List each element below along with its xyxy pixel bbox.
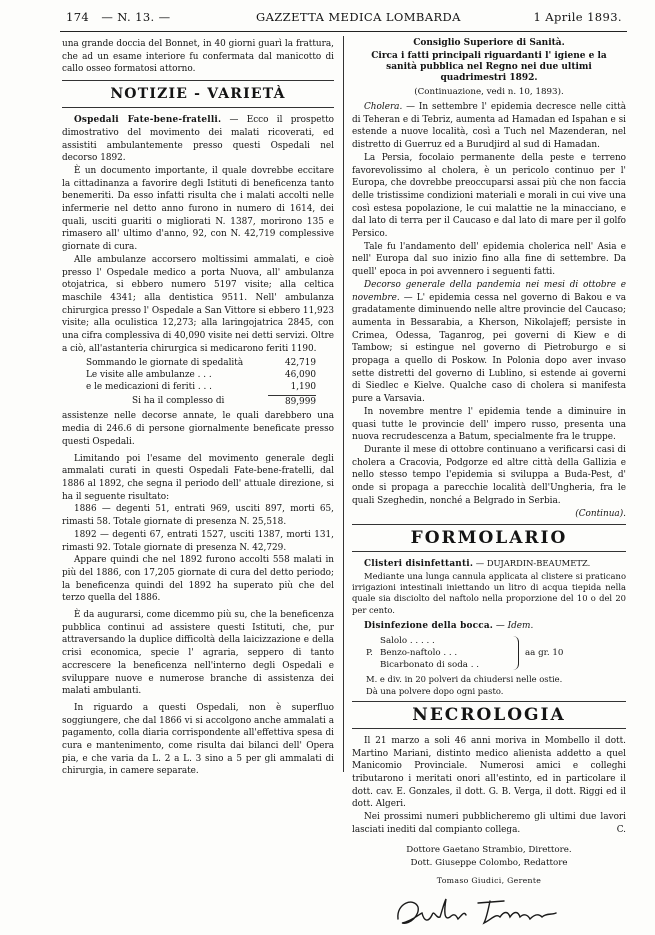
recipe-item: Benzo-naftolo . . .: [380, 648, 458, 659]
article-lead-text: — Ecco il prospetto dimostrativo del movimento dei malati ricoverati, ed assistiti ambulantemente presso questi Ospedali nel decorso 1892.: [62, 115, 334, 164]
director-line: Dottore Gaetano Strambio, Direttore.: [406, 845, 572, 856]
paragraph: Appare quindi che nel 1892 furono accolti 558 malati in più del 1886, con 17,205 giornate di cura del detto periodo; la beneficenza quindi del 1892 ha superato più che del terzo quella del 1886.: [62, 555, 334, 604]
recipe-brace: [510, 636, 519, 670]
author-initial: C.: [616, 824, 626, 835]
paragraph: In novembre mentre l' epidemia tende a diminuire in quasi tutte le provincie dell' impero russo, presenta una nuova recrudescenza a Batum, specialmente fra le truppe.: [352, 406, 626, 443]
paragraph: Mediante una lunga cannula applicata al clistere si praticano irrigazioni intestinali iniettando un litro di acqua tiepida nella quale sia disciolto del naftolo nella proporzione del 10 o del 20 per cento.: [352, 570, 626, 615]
council-subtitle: Circa i fatti principali riguardanti l' igiene e la sanità pubblica nel Regno nei due ultimi quadrimestri 1892.: [371, 51, 607, 83]
intro-paragraph: una grande doccia del Bonnet, in 40 giorni guarì la frattura, che ad un esame interiore fu confermata dal manicotto di callo osseo formatosi attorno.: [62, 39, 334, 75]
summary-table: [86, 357, 316, 408]
paragraph: In riguardo a questi Ospedali, non è superfluo soggiungere, che dal 1866 vi si accolgono anche ammalati a pagamento, colla diaria corrispondente all'effettiva spesa di cura e mantenimento, come risulta dai bilanci dell' Opera pia, e che varia da L. 2 a L. 3 sino a 5 per gli ammalati di chirurgia, in camere separate.: [62, 702, 334, 777]
table-value: 42,719: [284, 358, 316, 369]
recipe-block: [366, 635, 626, 671]
manager-line: Tomaso Giudici, Gerente: [436, 876, 542, 886]
formula-heading: Disinfezione della bocca.: [364, 620, 494, 631]
section-title-formolario: FORMOLARIO: [352, 524, 626, 552]
page-number-and-issue: [66, 10, 171, 24]
table-row: [86, 381, 316, 393]
signature-stroke-given: [398, 899, 466, 923]
paragraph: Dà una polvere dopo ogni pasto.: [366, 685, 504, 696]
recipe-item: Salolo . . . . .: [380, 636, 435, 647]
table-row: [86, 357, 316, 369]
table-label: Sommando le giornate di spedalità: [86, 358, 244, 369]
formula-author: — Idem.: [493, 620, 534, 631]
paragraph: La Persia, focolaio permanente della peste e terreno favorevolissimo al cholera, è un pericolo continuo per l' Europa, che dovrebbe preoccuparsi assai più che non faccia delle tristissime condizioni materiali e morali in cui vive una così estesa popolazione, le cui malattie ne la minacciano, e dal lato di terra per il Caucaso e dal lato di mare per il golfo Persico.: [352, 152, 626, 240]
formula-paragraph: [352, 558, 626, 571]
formula-author: — DUJARDIN-BEAUMETZ.: [473, 558, 591, 569]
cholera-heading: Cholera.: [364, 102, 403, 112]
recipe-prescription-mark: P.: [366, 648, 373, 659]
formula-paragraph: [352, 620, 626, 633]
issue-date: 1 Aprile 1893.: [533, 10, 622, 24]
paragraph: Alle ambulanze accorsero moltissimi ammalati, e cioè presso l' Ospedale medico a porta Nuova, all' ambulanza otojatrica, si ebbero numero 5197 visite; alla celtica maschile 4341; alla dentistica 9511. Nell' ambulanza chirurgica presso l' Ospedale a San Vittore si ebbero 11,923 visite; alla oculistica 12,273; alla laringojatrica 2845, con una cifra complessiva di 40,090 visite nei detti servizi. Oltre a ciò, all'astanteria chirurgica si medicarono feriti 1190.: [62, 254, 334, 354]
paragraph: 1892 — degenti 67, entrati 1527, usciti 1387, morti 131, rimasti 92. Totale giornate di presenza N. 42,729.: [62, 529, 334, 553]
column-divider: [343, 36, 344, 772]
pandemic-paragraph: [352, 279, 626, 406]
issue-number: — N. 13. —: [101, 10, 171, 24]
council-continuation-note: (Continuazione, vedi n. 10, 1893).: [414, 87, 564, 97]
paragraph: M. e div. in 20 polveri da chiudersi nelle ostie.: [366, 674, 563, 685]
table-label: e le medicazioni di feriti . . .: [86, 382, 212, 393]
right-column: [352, 38, 626, 935]
paragraph: È un documento importante, il quale dovrebbe eccitare la cittadinanza a favorire degli Istituti di beneficenza tanto benemeriti. Da esso infatti risulta che i malati accolti nelle infermerie nel detto anno furono in numero di 1614, dei quali, usciti guariti o migliorati N. 1387, morirono 135 e rimasero all' ultimo d'anno, 92, con N. 42,719 complessive giornate di cura.: [62, 165, 334, 253]
formula-heading: Clisteri disinfettanti.: [364, 559, 474, 570]
recipe-item-list: [380, 635, 510, 671]
masthead-footer: [352, 844, 626, 887]
section-title-notizie: NOTIZIE - VARIETÀ: [62, 80, 334, 108]
recipe-ingredients: [366, 635, 626, 671]
table-value: 46,090: [284, 370, 316, 381]
paragraph: È da augurarsi, come dicemmo più su, che la beneficenza pubblica continui ad assistere questi Istituti, che, pur attraversando la duplice difficoltà della laicizzazione e della crisi economica, specie l' agraria, seppero di tanto accrescere la beneficenza nell'interno degli Ospedali e sviluppare nuove e numerose branche di assistenza dei malati ambulanti.: [62, 610, 334, 697]
journal-title: GAZZETTA MEDICA LOMBARDA: [256, 10, 461, 24]
cholera-paragraph: [352, 101, 626, 152]
table-total-label: Si ha il complesso di: [132, 396, 225, 407]
closing-paragraph: [352, 811, 626, 836]
paragraph: Durante il mese di ottobre continuano a verificarsi casi di cholera a Cracovia, Podgorze ed altre città della Gallizia e nello stesso tempo l'epidemia si sviluppa a Buda-Pest, d' onde si propaga a parecchie località dell'Ungheria, fra le quali Szeghedin, nonché a Belgrado in Serbia.: [352, 444, 626, 506]
recipe-item: Bicarbonato di soda . .: [380, 660, 479, 671]
table-total-row: [86, 395, 316, 408]
paragraph: 1886 — degenti 51, entrati 969, usciti 897, morti 65, rimasti 58. Totale giornate di presenza N. 25,518.: [62, 504, 334, 528]
paragraph: Limitando poi l'esame del movimento generale degli ammalati curati in questi Ospedali Fate-bene-fratelli, dal 1886 al 1892, che segna il periodo dell' attuale direzione, si ha il seguente risultato:: [62, 453, 334, 502]
left-column: [62, 38, 334, 778]
article-heading: Ospedali Fate-bene-fratelli.: [74, 115, 222, 126]
pandemic-text: — L' epidemia cessa nel governo di Bakou e va gradatamente diminuendo nelle altre provincie del Caucaso; aumenta in Bessarabia, a Kherson, Nikolajeff; persiste in Crimea, Odessa, Taganrog, pei governi di Kiew e di Tambow; si estingue nel governo di Pietroburgo e si propaga a quello di Poskow. In Polonia dopo aver invaso sette distretti del governo di Lublino, si estende ai governi di Siedlec e Kielve. Qualche caso di cholera si manifesta pure a Varsavia.: [352, 292, 626, 405]
page-header: [66, 10, 622, 26]
recipe-dose: aa gr. 10: [525, 648, 564, 659]
page-number: 174: [66, 10, 90, 24]
council-title: Consiglio Superiore di Sanità.: [413, 38, 565, 48]
article-lead-paragraph: [62, 114, 334, 165]
header-rule: [60, 31, 627, 32]
section-title-necrologia: NECROLOGIA: [352, 701, 626, 729]
paragraph: assistenze nelle decorse annate, le quali darebbero una media di 246.6 di persone giornalmente beneficate presso questi Ospedali.: [62, 411, 334, 447]
cholera-text: — In settembre l' epidemia decresce nelle città di Teheran e di Tebriz, aumenta ad Hamadan ed Ispahan e si estende a nuove località, così a Tuch nel Mazenderan, nel distretto di Guerruz ed a Burudjird al sud di Hamadan.: [352, 102, 626, 151]
editor-line: Dott. Giuseppe Colombo, Redattore: [410, 858, 568, 869]
table-label: Le visite alle ambulanze . . .: [86, 370, 212, 381]
continua-note: (Continua).: [575, 508, 626, 519]
paragraph: Tale fu l'andamento dell' epidemia cholerica nell' Asia e nell' Europa dal suo inizio fino alla fine di settembre. Da quell' epoca in poi avvennero i seguenti fatti.: [352, 241, 626, 278]
closing-text: Nei prossimi numeri pubblicheremo gli ultimi due lavori lasciati inediti dal compianto collega.: [352, 812, 626, 835]
pandemic-heading: Decorso generale della pandemia nei mesi di ottobre e novembre.: [352, 279, 626, 303]
table-row: [86, 369, 316, 381]
table-total-value: 89,999: [268, 395, 316, 408]
table-value: 1,190: [290, 382, 316, 393]
signature-stroke-family: [478, 901, 556, 923]
paragraph: Il 21 marzo a soli 46 anni moriva in Mombello il dott. Martino Mariani, distinto medico alienista addetto a quel Manicomio Provinciale. Numerosi amici e colleghi tributarono i meritati onori all'estinto, ed in particolare il dott. cav. E. Gonzales, il dott. G. B. Verga, il dott. Riggi ed il dott. Algeri.: [352, 735, 626, 810]
